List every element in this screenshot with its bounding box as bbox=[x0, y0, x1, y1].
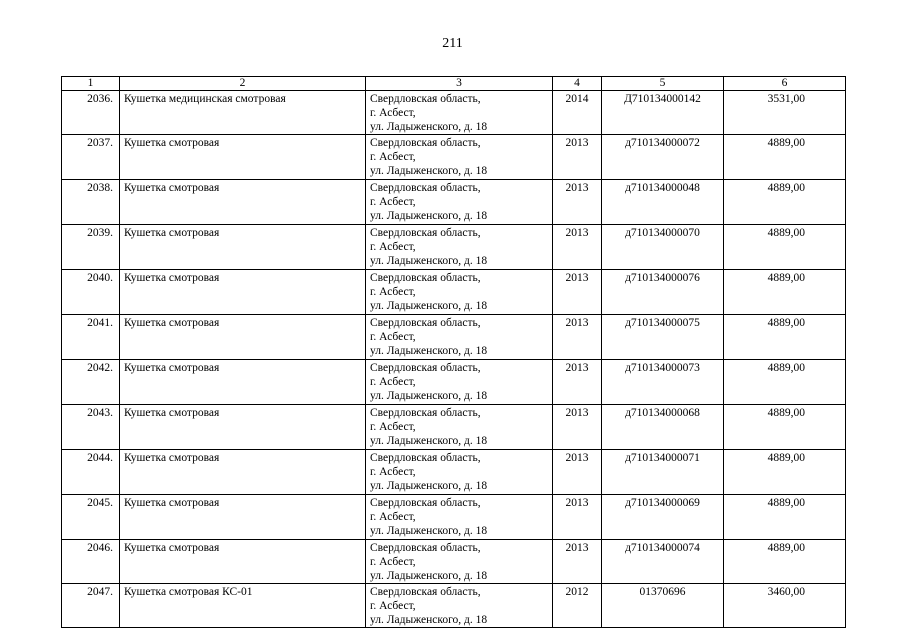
price-cell: 4889,00 bbox=[724, 180, 846, 225]
price-cell: 4889,00 bbox=[724, 135, 846, 180]
column-number: 5 bbox=[602, 77, 724, 91]
address-line: Свердловская область, bbox=[370, 272, 481, 284]
inventory-code-cell: д710134000073 bbox=[602, 360, 724, 405]
address-cell bbox=[366, 584, 553, 628]
address-line: ул. Ладыженского, д. 18 bbox=[370, 300, 488, 312]
item-name-cell: Кушетка смотровая bbox=[120, 135, 366, 180]
row-number-cell: 2036. bbox=[62, 91, 120, 135]
table-row bbox=[62, 584, 846, 628]
table-row bbox=[62, 540, 846, 584]
inventory-code-cell: д710134000072 bbox=[602, 135, 724, 180]
year-cell: 2013 bbox=[553, 495, 602, 540]
inventory-code-cell: д710134000074 bbox=[602, 540, 724, 584]
column-number: 3 bbox=[366, 77, 553, 91]
address-cell bbox=[366, 270, 553, 315]
table-row bbox=[62, 315, 846, 360]
address-line: Свердловская область, bbox=[370, 407, 481, 419]
address-cell bbox=[366, 225, 553, 270]
address-line: г. Асбест, bbox=[370, 511, 416, 523]
address-line: ул. Ладыженского, д. 18 bbox=[370, 570, 488, 582]
price-cell: 4889,00 bbox=[724, 360, 846, 405]
price-cell: 4889,00 bbox=[724, 315, 846, 360]
row-number-cell: 2044. bbox=[62, 450, 120, 495]
address-line: г. Асбест, bbox=[370, 556, 416, 568]
row-number-cell: 2042. bbox=[62, 360, 120, 405]
address-line: г. Асбест, bbox=[370, 151, 416, 163]
item-name-cell: Кушетка смотровая bbox=[120, 315, 366, 360]
price-cell: 4889,00 bbox=[724, 225, 846, 270]
price-cell: 3460,00 bbox=[724, 584, 846, 628]
address-line: г. Асбест, bbox=[370, 466, 416, 478]
row-number-cell: 2040. bbox=[62, 270, 120, 315]
item-name-cell: Кушетка медицинская смотровая bbox=[120, 91, 366, 135]
address-cell bbox=[366, 495, 553, 540]
year-cell: 2013 bbox=[553, 360, 602, 405]
year-cell: 2013 bbox=[553, 315, 602, 360]
year-cell: 2013 bbox=[553, 135, 602, 180]
address-line: г. Асбест, bbox=[370, 196, 416, 208]
address-line: Свердловская область, bbox=[370, 452, 481, 464]
table-row bbox=[62, 495, 846, 540]
address-line: г. Асбест, bbox=[370, 241, 416, 253]
row-number-cell: 2039. bbox=[62, 225, 120, 270]
inventory-code-cell: д710134000071 bbox=[602, 450, 724, 495]
year-cell: 2013 bbox=[553, 270, 602, 315]
inventory-code-cell: д710134000068 bbox=[602, 405, 724, 450]
item-name-cell: Кушетка смотровая bbox=[120, 540, 366, 584]
address-line: ул. Ладыженского, д. 18 bbox=[370, 390, 488, 402]
address-cell bbox=[366, 135, 553, 180]
address-cell bbox=[366, 315, 553, 360]
table-row bbox=[62, 135, 846, 180]
address-line: ул. Ладыженского, д. 18 bbox=[370, 480, 488, 492]
item-name-cell: Кушетка смотровая bbox=[120, 495, 366, 540]
inventory-code-cell: д710134000070 bbox=[602, 225, 724, 270]
table-row bbox=[62, 180, 846, 225]
address-line: Свердловская область, bbox=[370, 227, 481, 239]
inventory-code-cell: 01370696 bbox=[602, 584, 724, 628]
address-line: г. Асбест, bbox=[370, 421, 416, 433]
address-line: Свердловская область, bbox=[370, 586, 481, 598]
price-cell: 3531,00 bbox=[724, 91, 846, 135]
table-row bbox=[62, 91, 846, 135]
address-line: ул. Ладыженского, д. 18 bbox=[370, 345, 488, 357]
address-line: Свердловская область, bbox=[370, 182, 481, 194]
year-cell: 2013 bbox=[553, 405, 602, 450]
price-cell: 4889,00 bbox=[724, 405, 846, 450]
year-cell: 2014 bbox=[553, 91, 602, 135]
address-cell bbox=[366, 450, 553, 495]
inventory-code-cell: Д710134000142 bbox=[602, 91, 724, 135]
address-line: г. Асбест, bbox=[370, 600, 416, 612]
item-name-cell: Кушетка смотровая bbox=[120, 450, 366, 495]
address-line: ул. Ладыженского, д. 18 bbox=[370, 435, 488, 447]
table-row bbox=[62, 360, 846, 405]
table-row bbox=[62, 270, 846, 315]
address-cell bbox=[366, 405, 553, 450]
inventory-code-cell: д710134000048 bbox=[602, 180, 724, 225]
row-number-cell: 2045. bbox=[62, 495, 120, 540]
address-line: ул. Ладыженского, д. 18 bbox=[370, 210, 488, 222]
table-row bbox=[62, 405, 846, 450]
item-name-cell: Кушетка смотровая КС-01 bbox=[120, 584, 366, 628]
year-cell: 2013 bbox=[553, 540, 602, 584]
row-number-cell: 2038. bbox=[62, 180, 120, 225]
address-line: ул. Ладыженского, д. 18 bbox=[370, 121, 488, 133]
address-line: г. Асбест, bbox=[370, 376, 416, 388]
address-line: Свердловская область, bbox=[370, 317, 481, 329]
column-number-row bbox=[62, 77, 846, 91]
address-line: г. Асбест, bbox=[370, 286, 416, 298]
row-number-cell: 2041. bbox=[62, 315, 120, 360]
price-cell: 4889,00 bbox=[724, 495, 846, 540]
address-line: Свердловская область, bbox=[370, 362, 481, 374]
property-registry-table bbox=[61, 76, 846, 628]
row-number-cell: 2047. bbox=[62, 584, 120, 628]
column-number: 2 bbox=[120, 77, 366, 91]
row-number-cell: 2043. bbox=[62, 405, 120, 450]
address-cell bbox=[366, 540, 553, 584]
address-line: г. Асбест, bbox=[370, 107, 416, 119]
item-name-cell: Кушетка смотровая bbox=[120, 225, 366, 270]
item-name-cell: Кушетка смотровая bbox=[120, 405, 366, 450]
address-line: ул. Ладыженского, д. 18 bbox=[370, 525, 488, 537]
item-name-cell: Кушетка смотровая bbox=[120, 180, 366, 225]
page-number: 211 bbox=[442, 36, 463, 51]
price-cell: 4889,00 bbox=[724, 270, 846, 315]
year-cell: 2013 bbox=[553, 225, 602, 270]
table-row bbox=[62, 225, 846, 270]
column-number: 4 bbox=[553, 77, 602, 91]
price-cell: 4889,00 bbox=[724, 540, 846, 584]
year-cell: 2013 bbox=[553, 450, 602, 495]
address-cell bbox=[366, 180, 553, 225]
address-line: Свердловская область, bbox=[370, 542, 481, 554]
column-number: 6 bbox=[724, 77, 846, 91]
row-number-cell: 2046. bbox=[62, 540, 120, 584]
item-name-cell: Кушетка смотровая bbox=[120, 270, 366, 315]
address-cell bbox=[366, 91, 553, 135]
address-line: Свердловская область, bbox=[370, 497, 481, 509]
table-row bbox=[62, 450, 846, 495]
address-line: г. Асбест, bbox=[370, 331, 416, 343]
year-cell: 2012 bbox=[553, 584, 602, 628]
address-line: ул. Ладыженского, д. 18 bbox=[370, 165, 488, 177]
row-number-cell: 2037. bbox=[62, 135, 120, 180]
address-line: ул. Ладыженского, д. 18 bbox=[370, 614, 488, 626]
price-cell: 4889,00 bbox=[724, 450, 846, 495]
inventory-code-cell: д710134000075 bbox=[602, 315, 724, 360]
address-line: ул. Ладыженского, д. 18 bbox=[370, 255, 488, 267]
address-line: Свердловская область, bbox=[370, 137, 481, 149]
column-number: 1 bbox=[62, 77, 120, 91]
address-line: Свердловская область, bbox=[370, 93, 481, 105]
year-cell: 2013 bbox=[553, 180, 602, 225]
inventory-code-cell: д710134000076 bbox=[602, 270, 724, 315]
address-cell bbox=[366, 360, 553, 405]
item-name-cell: Кушетка смотровая bbox=[120, 360, 366, 405]
inventory-code-cell: д710134000069 bbox=[602, 495, 724, 540]
